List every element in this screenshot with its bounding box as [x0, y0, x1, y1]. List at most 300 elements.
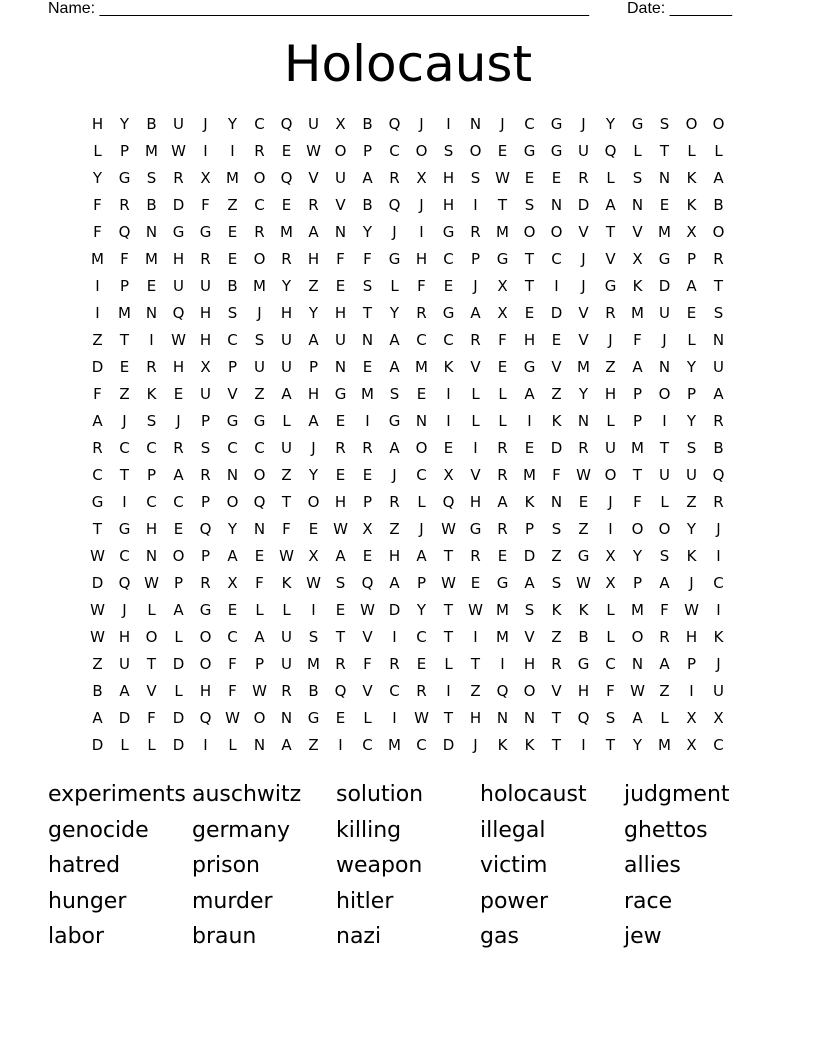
- grid-letter: E: [335, 466, 346, 484]
- grid-letter: G: [334, 385, 347, 403]
- grid-letter: M: [631, 439, 644, 457]
- grid-letter: L: [444, 655, 453, 673]
- grid-letter: E: [686, 304, 697, 322]
- grid-letter: V: [578, 304, 589, 322]
- grid-letter: A: [119, 682, 130, 700]
- grid-letter: I: [446, 412, 451, 430]
- grid-letter: K: [443, 358, 454, 376]
- grid-letter: P: [632, 385, 643, 403]
- word-list-item: victim: [480, 853, 548, 879]
- grid-letter: H: [685, 628, 698, 646]
- word-list-item: germany: [192, 817, 291, 843]
- grid-letter: I: [554, 277, 559, 295]
- grid-letter: T: [146, 655, 157, 673]
- grid-letter: J: [608, 493, 613, 511]
- grid-letter: C: [605, 655, 616, 673]
- grid-letter: I: [473, 628, 478, 646]
- grid-letter: L: [660, 709, 669, 727]
- grid-letter: K: [686, 196, 697, 214]
- word-list-item: hitler: [336, 888, 394, 914]
- grid-letter: Q: [388, 115, 401, 133]
- grid-letter: S: [254, 331, 265, 349]
- grid-letter: L: [147, 736, 156, 754]
- grid-letter: C: [389, 682, 400, 700]
- grid-letter: O: [307, 493, 320, 511]
- grid-letter: G: [604, 277, 617, 295]
- grid-letter: S: [146, 412, 157, 430]
- grid-letter: Y: [686, 520, 697, 538]
- grid-letter: C: [227, 439, 238, 457]
- grid-letter: L: [147, 601, 156, 619]
- grid-letter: G: [442, 223, 455, 241]
- grid-letter: U: [713, 682, 724, 700]
- grid-letter: Q: [118, 574, 131, 592]
- grid-letter: F: [93, 385, 102, 403]
- grid-letter: V: [524, 628, 535, 646]
- grid-letter: Y: [686, 412, 697, 430]
- grid-letter: G: [469, 520, 482, 538]
- grid-letter: E: [281, 142, 292, 160]
- page-title: Holocaust: [283, 35, 533, 93]
- word-list-item: allies: [624, 853, 681, 879]
- grid-letter: K: [578, 601, 589, 619]
- grid-letter: P: [173, 574, 184, 592]
- grid-letter: E: [659, 196, 670, 214]
- date-field-label: Date: _______: [627, 0, 732, 17]
- grid-letter: H: [199, 304, 212, 322]
- grid-letter: M: [523, 466, 536, 484]
- grid-letter: X: [443, 466, 454, 484]
- grid-letter: S: [389, 385, 400, 403]
- grid-letter: E: [524, 169, 535, 187]
- grid-letter: U: [713, 358, 724, 376]
- grid-letter: F: [552, 466, 561, 484]
- grid-letter: R: [281, 250, 292, 268]
- grid-letter: O: [469, 142, 482, 160]
- grid-letter: E: [335, 709, 346, 727]
- grid-letter: R: [551, 655, 562, 673]
- grid-letter: G: [631, 115, 644, 133]
- grid-letter: Q: [577, 709, 590, 727]
- grid-letter: X: [686, 736, 697, 754]
- grid-letter: W: [360, 601, 375, 619]
- grid-letter: M: [658, 736, 671, 754]
- grid-letter: G: [226, 412, 239, 430]
- grid-letter: G: [388, 250, 401, 268]
- grid-letter: L: [714, 142, 723, 160]
- grid-letter: W: [441, 520, 456, 538]
- grid-letter: K: [281, 574, 292, 592]
- grid-letter: I: [203, 142, 208, 160]
- grid-letter: D: [172, 655, 185, 673]
- grid-letter: N: [469, 115, 482, 133]
- grid-letter: C: [713, 574, 724, 592]
- grid-letter: E: [497, 358, 508, 376]
- grid-letter: E: [146, 277, 157, 295]
- grid-letter: P: [200, 493, 211, 511]
- grid-letter: Q: [334, 682, 347, 700]
- grid-letter: T: [362, 304, 373, 322]
- word-list-item: labor: [48, 924, 105, 950]
- grid-letter: F: [633, 493, 642, 511]
- grid-letter: K: [632, 277, 643, 295]
- grid-letter: E: [227, 250, 238, 268]
- grid-letter: U: [308, 115, 319, 133]
- grid-letter: Y: [632, 736, 643, 754]
- grid-letter: K: [686, 169, 697, 187]
- grid-letter: Z: [254, 385, 265, 403]
- word-list-item: auschwitz: [192, 782, 302, 807]
- grid-letter: J: [311, 439, 316, 457]
- word-list-item: jew: [624, 924, 662, 950]
- grid-letter: Y: [119, 115, 130, 133]
- grid-letter: I: [149, 331, 154, 349]
- grid-letter: W: [468, 601, 483, 619]
- grid-letter: Z: [551, 547, 562, 565]
- grid-letter: T: [605, 223, 616, 241]
- grid-letter: R: [173, 439, 184, 457]
- grid-letter: W: [306, 574, 321, 592]
- grid-letter: O: [415, 142, 428, 160]
- word-list-item: gas: [480, 924, 519, 950]
- grid-row: [84, 356, 734, 383]
- grid-letter: W: [252, 682, 267, 700]
- grid-letter: G: [172, 223, 185, 241]
- grid-letter: Y: [416, 601, 427, 619]
- grid-letter: E: [443, 277, 454, 295]
- grid-letter: R: [254, 223, 265, 241]
- grid-letter: J: [608, 331, 613, 349]
- grid-letter: N: [658, 358, 671, 376]
- grid-letter: R: [497, 439, 508, 457]
- grid-letter: G: [523, 358, 536, 376]
- grid-letter: E: [227, 223, 238, 241]
- grid-letter: S: [605, 709, 616, 727]
- grid-letter: M: [577, 358, 590, 376]
- grid-letter: S: [686, 439, 697, 457]
- grid-letter: U: [335, 331, 346, 349]
- grid-letter: R: [578, 439, 589, 457]
- grid-letter: N: [280, 709, 293, 727]
- grid-letter: O: [712, 223, 725, 241]
- grid-letter: C: [227, 628, 238, 646]
- grid-letter: S: [524, 196, 535, 214]
- grid-letter: V: [470, 466, 481, 484]
- grid-letter: R: [335, 439, 346, 457]
- grid-letter: W: [576, 466, 591, 484]
- grid-letter: O: [631, 520, 644, 538]
- grid-letter: H: [442, 169, 455, 187]
- grid-letter: V: [335, 196, 346, 214]
- grid-letter: J: [581, 115, 586, 133]
- grid-letter: T: [443, 547, 454, 565]
- grid-letter: F: [282, 520, 291, 538]
- grid-letter: O: [253, 250, 266, 268]
- grid-letter: E: [416, 385, 427, 403]
- grid-letter: J: [689, 574, 694, 592]
- grid-letter: R: [119, 196, 130, 214]
- grid-letter: J: [419, 115, 424, 133]
- grid-letter: O: [199, 628, 212, 646]
- grid-letter: Z: [92, 655, 103, 673]
- grid-letter: A: [416, 547, 427, 565]
- grid-letter: F: [498, 331, 507, 349]
- grid-letter: F: [120, 250, 129, 268]
- grid-letter: V: [551, 358, 562, 376]
- grid-letter: W: [225, 709, 240, 727]
- word-list-item: race: [624, 888, 673, 914]
- grid-letter: W: [171, 331, 186, 349]
- grid-letter: V: [308, 169, 319, 187]
- grid-letter: X: [200, 169, 211, 187]
- grid-letter: U: [281, 331, 292, 349]
- word-list: [48, 778, 768, 956]
- grid-letter: V: [362, 628, 373, 646]
- grid-letter: R: [200, 574, 211, 592]
- grid-letter: S: [227, 304, 238, 322]
- grid-letter: C: [362, 736, 373, 754]
- grid-letter: M: [91, 250, 104, 268]
- grid-letter: N: [253, 520, 266, 538]
- grid-letter: Q: [118, 223, 131, 241]
- grid-letter: U: [281, 358, 292, 376]
- grid-letter: A: [605, 196, 616, 214]
- grid-letter: K: [146, 385, 157, 403]
- grid-letter: E: [443, 439, 454, 457]
- grid-letter: M: [631, 304, 644, 322]
- grid-letter: M: [658, 223, 671, 241]
- grid-letter: N: [496, 709, 509, 727]
- grid-letter: D: [388, 601, 401, 619]
- grid-letter: W: [171, 142, 186, 160]
- grid-letter: X: [605, 574, 616, 592]
- grid-letter: C: [389, 142, 400, 160]
- grid-letter: M: [631, 601, 644, 619]
- grid-letter: A: [254, 628, 265, 646]
- grid-letter: S: [362, 277, 373, 295]
- grid-letter: I: [95, 304, 100, 322]
- grid-letter: E: [551, 331, 562, 349]
- grid-letter: J: [122, 601, 127, 619]
- grid-letter: M: [253, 277, 266, 295]
- grid-letter: J: [581, 277, 586, 295]
- letter-grid: [84, 113, 734, 761]
- grid-letter: B: [146, 196, 157, 214]
- grid-letter: C: [524, 115, 535, 133]
- grid-letter: E: [416, 655, 427, 673]
- grid-letter: L: [282, 412, 291, 430]
- word-list-item: prison: [192, 853, 260, 879]
- grid-letter: G: [577, 655, 590, 673]
- grid-letter: E: [227, 601, 238, 619]
- grid-letter: A: [713, 385, 724, 403]
- grid-letter: H: [172, 250, 185, 268]
- grid-letter: H: [91, 115, 104, 133]
- grid-letter: Y: [308, 304, 319, 322]
- grid-letter: D: [550, 304, 563, 322]
- grid-letter: U: [254, 358, 265, 376]
- grid-letter: E: [362, 466, 373, 484]
- grid-letter: O: [523, 682, 536, 700]
- grid-letter: Y: [92, 169, 103, 187]
- grid-letter: E: [335, 277, 346, 295]
- grid-letter: C: [119, 547, 130, 565]
- grid-letter: J: [419, 520, 424, 538]
- grid-letter: K: [551, 412, 562, 430]
- grid-letter: T: [713, 277, 724, 295]
- grid-letter: T: [470, 655, 481, 673]
- grid-row: [84, 329, 734, 356]
- grid-letter: C: [254, 115, 265, 133]
- grid-letter: O: [199, 655, 212, 673]
- word-list-item: holocaust: [480, 782, 587, 807]
- grid-letter: N: [253, 736, 266, 754]
- grid-letter: S: [443, 142, 454, 160]
- grid-letter: N: [334, 358, 347, 376]
- grid-letter: U: [281, 439, 292, 457]
- grid-letter: A: [173, 601, 184, 619]
- grid-letter: C: [416, 736, 427, 754]
- grid-letter: R: [497, 466, 508, 484]
- grid-letter: L: [687, 331, 696, 349]
- grid-letter: P: [524, 520, 535, 538]
- grid-letter: L: [633, 142, 642, 160]
- grid-letter: F: [417, 277, 426, 295]
- grid-letter: U: [659, 304, 670, 322]
- grid-letter: Z: [686, 493, 697, 511]
- grid-letter: M: [280, 223, 293, 241]
- grid-letter: B: [713, 439, 724, 457]
- grid-letter: D: [172, 709, 185, 727]
- grid-letter: B: [362, 115, 373, 133]
- grid-letter: Q: [361, 574, 374, 592]
- grid-letter: I: [581, 736, 586, 754]
- grid-letter: K: [524, 493, 535, 511]
- word-list-item: murder: [192, 888, 273, 914]
- grid-letter: M: [496, 628, 509, 646]
- grid-letter: W: [90, 601, 105, 619]
- grid-letter: X: [713, 709, 724, 727]
- grid-letter: I: [446, 115, 451, 133]
- grid-letter: Y: [389, 304, 400, 322]
- grid-letter: N: [145, 547, 158, 565]
- grid-letter: M: [496, 223, 509, 241]
- grid-letter: T: [551, 709, 562, 727]
- grid-row: [84, 437, 734, 464]
- grid-letter: N: [415, 412, 428, 430]
- grid-letter: X: [416, 169, 427, 187]
- grid-letter: V: [362, 682, 373, 700]
- grid-letter: L: [255, 601, 264, 619]
- grid-letter: H: [523, 655, 536, 673]
- grid-letter: I: [446, 682, 451, 700]
- grid-letter: E: [173, 385, 184, 403]
- grid-letter: H: [415, 250, 428, 268]
- grid-letter: P: [254, 655, 265, 673]
- grid-letter: P: [362, 142, 373, 160]
- grid-letter: Q: [442, 493, 455, 511]
- grid-letter: L: [471, 412, 480, 430]
- grid-letter: L: [498, 385, 507, 403]
- grid-letter: N: [550, 493, 563, 511]
- grid-letter: W: [414, 709, 429, 727]
- grid-letter: O: [658, 385, 671, 403]
- grid-letter: Z: [281, 466, 292, 484]
- grid-letter: X: [497, 304, 508, 322]
- grid-row: [84, 599, 734, 626]
- grid-letter: E: [470, 574, 481, 592]
- grid-letter: N: [577, 412, 590, 430]
- grid-letter: T: [659, 142, 670, 160]
- grid-letter: I: [392, 709, 397, 727]
- grid-letter: R: [659, 628, 670, 646]
- grid-letter: U: [281, 628, 292, 646]
- grid-letter: V: [146, 682, 157, 700]
- word-list-item: experiments: [48, 782, 186, 807]
- header-line: [48, 0, 748, 20]
- grid-letter: R: [362, 439, 373, 457]
- grid-letter: J: [392, 466, 397, 484]
- grid-letter: F: [336, 250, 345, 268]
- grid-letter: E: [497, 142, 508, 160]
- grid-letter: L: [174, 682, 183, 700]
- grid-letter: H: [118, 628, 131, 646]
- grid-letter: A: [389, 574, 400, 592]
- grid-letter: A: [281, 385, 292, 403]
- grid-letter: Q: [280, 115, 293, 133]
- grid-letter: M: [145, 142, 158, 160]
- grid-letter: P: [632, 412, 643, 430]
- grid-letter: A: [389, 331, 400, 349]
- grid-letter: K: [524, 736, 535, 754]
- grid-letter: D: [523, 547, 536, 565]
- grid-letter: E: [578, 493, 589, 511]
- grid-letter: A: [389, 358, 400, 376]
- grid-letter: Q: [199, 709, 212, 727]
- grid-letter: W: [630, 682, 645, 700]
- grid-letter: E: [173, 520, 184, 538]
- grid-letter: C: [713, 736, 724, 754]
- grid-letter: F: [228, 682, 237, 700]
- grid-letter: A: [497, 493, 508, 511]
- grid-letter: C: [146, 439, 157, 457]
- grid-letter: T: [119, 466, 130, 484]
- grid-letter: R: [200, 250, 211, 268]
- grid-letter: R: [200, 466, 211, 484]
- grid-letter: B: [92, 682, 103, 700]
- grid-letter: N: [631, 655, 644, 673]
- grid-letter: J: [716, 520, 721, 538]
- grid-letter: C: [173, 493, 184, 511]
- grid-letter: H: [469, 709, 482, 727]
- grid-letter: W: [306, 142, 321, 160]
- grid-letter: R: [335, 655, 346, 673]
- grid-letter: G: [442, 304, 455, 322]
- grid-letter: E: [335, 412, 346, 430]
- grid-letter: S: [308, 628, 319, 646]
- grid-letter: U: [173, 277, 184, 295]
- grid-letter: Z: [578, 520, 589, 538]
- grid-letter: X: [686, 709, 697, 727]
- grid-letter: F: [660, 601, 669, 619]
- grid-row: [84, 410, 734, 437]
- grid-letter: U: [173, 115, 184, 133]
- grid-letter: T: [659, 439, 670, 457]
- grid-letter: N: [334, 223, 347, 241]
- grid-letter: Z: [389, 520, 400, 538]
- grid-letter: S: [470, 169, 481, 187]
- grid-letter: V: [605, 250, 616, 268]
